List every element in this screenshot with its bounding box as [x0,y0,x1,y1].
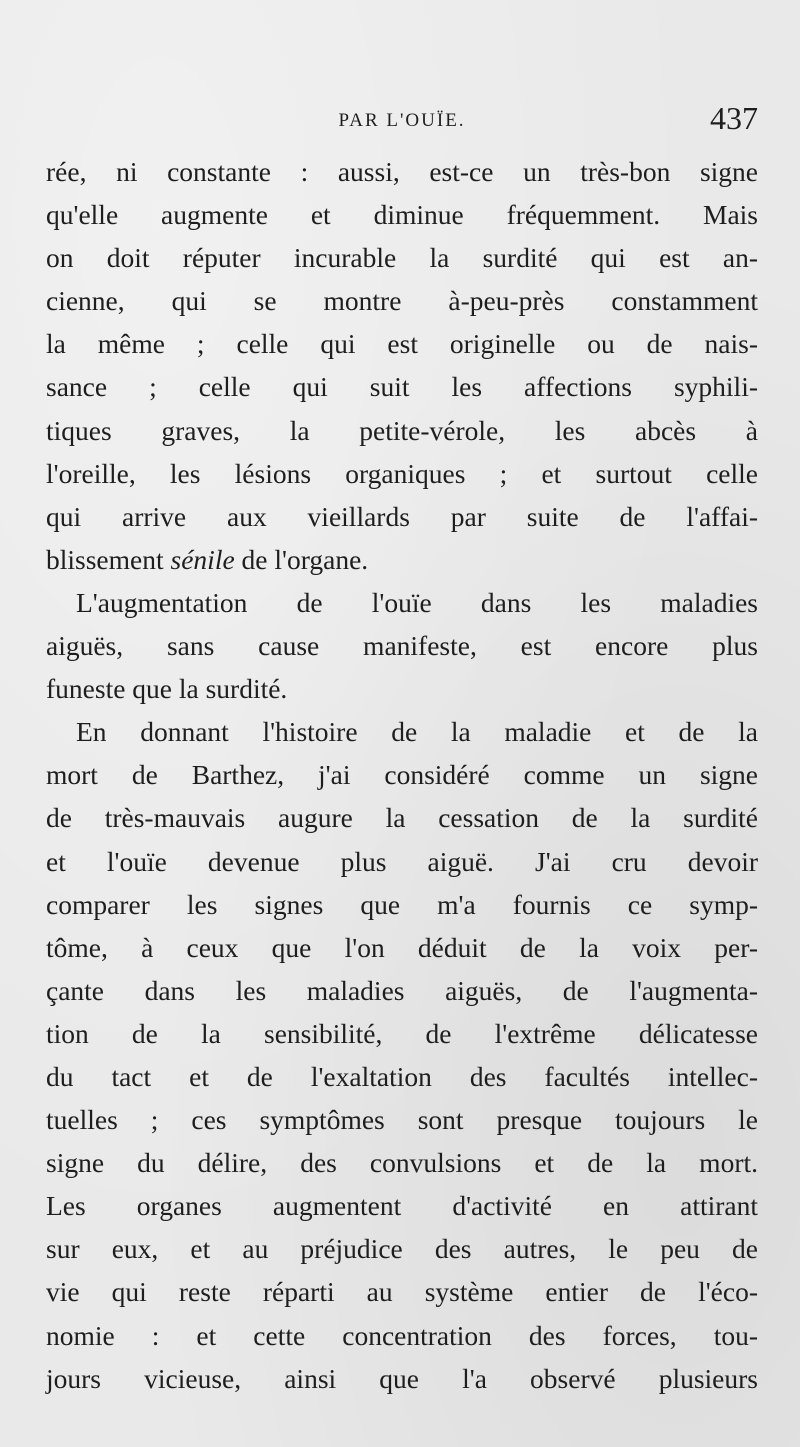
text-line: funeste que la surdité. [46,673,288,705]
text-line: sance ; celle qui suit les affections syphili- [46,371,758,403]
paragraph-first-line: L'augmentation de l'ouïe dans les maladies [76,586,758,618]
running-head: PAR L'OUÏE. [338,110,466,131]
text-line: jours vicieuse, ainsi que l'a observé plusieurs [46,1362,758,1394]
text-line: cienne, qui se montre à-peu-près constamment [46,285,758,317]
text-line: mort de Barthez, j'ai considéré comme un signe [46,759,758,791]
text-line: nomie : et cette concentration des forces, tou- [46,1319,758,1351]
text-line: l'oreille, les lésions organiques ; et surtout celle [46,457,758,489]
text-line: aiguës, sans cause manifeste, est encore plus [46,630,758,662]
text-line: signe du délire, des convulsions et de la mort. [46,1147,758,1179]
text-line: qui arrive aux vieillards par suite de l'affai- [46,500,758,532]
text-line: rée, ni constante : aussi, est-ce un très-bon signe [46,156,758,187]
paragraph-first-line: En donnant l'histoire de la maladie et de la [76,716,758,748]
text-line: la même ; celle qui est originelle ou de nais- [46,328,758,360]
text-line [46,538,758,581]
text-segment: blissement [46,543,171,575]
text-line: çante dans les maladies aiguës, de l'augmenta- [46,974,758,1006]
text-line: sur eux, et au préjudice des autres, le peu de [46,1233,758,1265]
text-line: de très-mauvais augure la cessation de la surdité [46,802,758,834]
text-line: tion de la sensibilité, de l'extrême délicatesse [46,1017,758,1049]
text-line: tôme, à ceux que l'on déduit de la voix per- [46,931,758,963]
text-line: qu'elle augmente et diminue fréquemment. Mais [46,199,758,231]
text-line: tiques graves, la petite-vérole, les abcès à [46,414,758,446]
text-line: tuelles ; ces symptômes sont presque toujours le [46,1104,758,1136]
text-segment: de l'organe. [234,543,369,575]
page-header [46,100,758,140]
text-line: et l'ouïe devenue plus aiguë. J'ai cru devoir [46,845,758,877]
italic-word: sénile [170,543,235,575]
text-line: du tact et de l'exaltation des facultés intellec- [46,1060,758,1092]
text-line: comparer les signes que m'a fournis ce symp- [46,888,758,920]
text-line: on doit réputer incurable la surdité qui est an- [46,242,758,274]
text-line: vie qui reste réparti au système entier de l'éco- [46,1276,758,1308]
text-line: Les organes augmentent d'activité en attirant [46,1190,758,1222]
page-number: 437 [710,100,758,136]
body-text [46,150,758,1400]
